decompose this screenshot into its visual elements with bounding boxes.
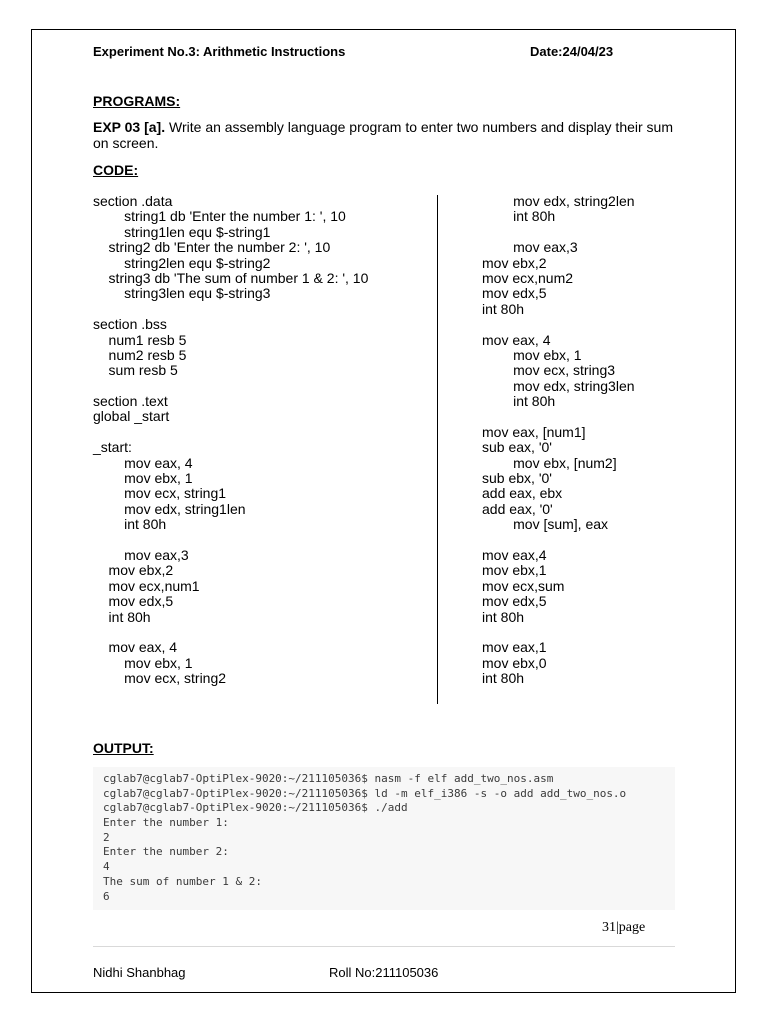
output-heading: OUTPUT:: [93, 740, 154, 756]
terminal-line: Enter the number 2:: [103, 845, 229, 859]
code-line: mov eax, 4: [93, 639, 178, 656]
code-line: mov [sum], eax: [482, 516, 609, 533]
code-line: section .bss: [93, 316, 167, 333]
code-line: mov ecx, string1: [93, 485, 227, 502]
code-line: mov eax,3: [93, 546, 189, 563]
code-line: mov ecx, string2: [93, 670, 227, 687]
code-line: mov eax,1: [482, 639, 547, 656]
code-line: num2 resb 5: [93, 346, 187, 363]
code-line: int 80h: [482, 208, 556, 225]
terminal-line: cglab7@cglab7-OptiPlex-9020:~/211105036$ ld -m elf_i386 -s -o add add_two_nos.o: [103, 786, 627, 800]
programs-heading: PROGRAMS:: [93, 93, 181, 109]
experiment-date: Date:24/04/23: [530, 44, 614, 59]
code-line: int 80h: [482, 300, 525, 317]
code-line: int 80h: [93, 608, 151, 625]
code-line: mov ebx, 1: [93, 654, 193, 671]
code-line: int 80h: [93, 516, 167, 533]
page-number: 31|page: [602, 920, 646, 935]
code-line: mov ebx, 1: [482, 346, 582, 363]
code-line: add eax, '0': [482, 500, 553, 517]
footer-author: Nidhi Shanbhag: [93, 965, 186, 980]
experiment-description: [93, 119, 673, 151]
code-line: add eax, ebx: [482, 485, 563, 502]
code-line: string3len equ $-string3: [93, 285, 271, 302]
code-line: num1 resb 5: [93, 331, 187, 348]
terminal-output: [93, 767, 675, 910]
terminal-line: The sum of number 1 & 2:: [103, 874, 262, 888]
code-line: [482, 533, 635, 548]
code-line: string1len equ $-string1: [93, 223, 271, 240]
footer-divider: [93, 946, 675, 947]
code-line: mov ecx, string3: [482, 362, 616, 379]
code-line: section .data: [93, 193, 173, 209]
code-line: string3 db 'The sum of number 1 & 2: ', 10: [93, 269, 369, 286]
code-line: mov ebx,1: [482, 562, 547, 579]
code-line: mov eax, 4: [482, 331, 551, 348]
code-line: mov eax,4: [482, 546, 547, 563]
code-line: int 80h: [482, 670, 525, 687]
code-line: sum resb 5: [93, 362, 178, 379]
terminal-line: 6: [103, 889, 110, 903]
code-line: int 80h: [482, 608, 525, 625]
code-line: mov ebx,0: [482, 654, 547, 671]
terminal-line: cglab7@cglab7-OptiPlex-9020:~/211105036$ nasm -f elf add_two_nos.asm: [103, 772, 554, 785]
footer-roll-number: Roll No:211105036: [329, 965, 439, 980]
code-line: [482, 317, 635, 332]
code-line: mov ecx,num1: [93, 577, 200, 594]
code-line: [93, 533, 368, 548]
code-line: mov eax,3: [482, 239, 578, 256]
code-line: mov edx,5: [93, 593, 174, 610]
code-line: mov edx, string2len: [482, 193, 635, 209]
experiment-title: Experiment No.3: Arithmetic Instructions: [93, 44, 346, 59]
terminal-lines: [93, 767, 675, 904]
code-line: global _start: [93, 408, 170, 425]
code-line: mov eax, [num1]: [482, 423, 586, 440]
code-line: [482, 625, 635, 640]
code-line: mov edx, string1len: [93, 500, 246, 517]
code-line: mov edx,5: [482, 593, 547, 610]
code-line: mov ebx, 1: [93, 470, 193, 487]
code-line: sub eax, '0': [482, 439, 552, 456]
terminal-line: 4: [103, 860, 110, 874]
code-line: int 80h: [482, 393, 556, 410]
code-line: mov ebx, [num2]: [482, 454, 617, 471]
terminal-line: Enter the number 1:: [103, 816, 229, 830]
code-listing-left: [93, 194, 368, 687]
terminal-line: 2: [103, 830, 110, 844]
code-line: [93, 625, 368, 640]
code-line: _start:: [93, 439, 132, 456]
code-line: [93, 425, 368, 440]
code-line: string2 db 'Enter the number 2: ', 10: [93, 239, 331, 256]
code-line: [93, 379, 368, 394]
code-line: string1 db 'Enter the number 1: ', 10: [93, 208, 346, 225]
experiment-id: EXP 03 [a].: [93, 119, 166, 135]
code-line: [93, 302, 368, 317]
terminal-line: cglab7@cglab7-OptiPlex-9020:~/211105036$ ./add: [103, 801, 408, 815]
code-line: mov edx,5: [482, 285, 547, 302]
experiment-text: Write an assembly language program to enter two numbers and display their sum on screen.: [93, 119, 674, 151]
code-line: mov ecx,sum: [482, 577, 565, 594]
column-divider: [437, 195, 438, 704]
code-listing-right: [482, 194, 635, 687]
code-line: sub ebx, '0': [482, 470, 552, 487]
code-line: mov ebx,2: [482, 254, 547, 271]
code-line: [482, 409, 635, 424]
code-line: mov ecx,num2: [482, 269, 574, 286]
code-line: mov edx, string3len: [482, 377, 635, 394]
code-line: section .text: [93, 393, 168, 410]
code-line: mov ebx,2: [93, 562, 174, 579]
code-heading: CODE:: [93, 162, 139, 178]
code-line: mov eax, 4: [93, 454, 193, 471]
code-line: string2len equ $-string2: [93, 254, 271, 271]
code-line: [482, 225, 635, 240]
